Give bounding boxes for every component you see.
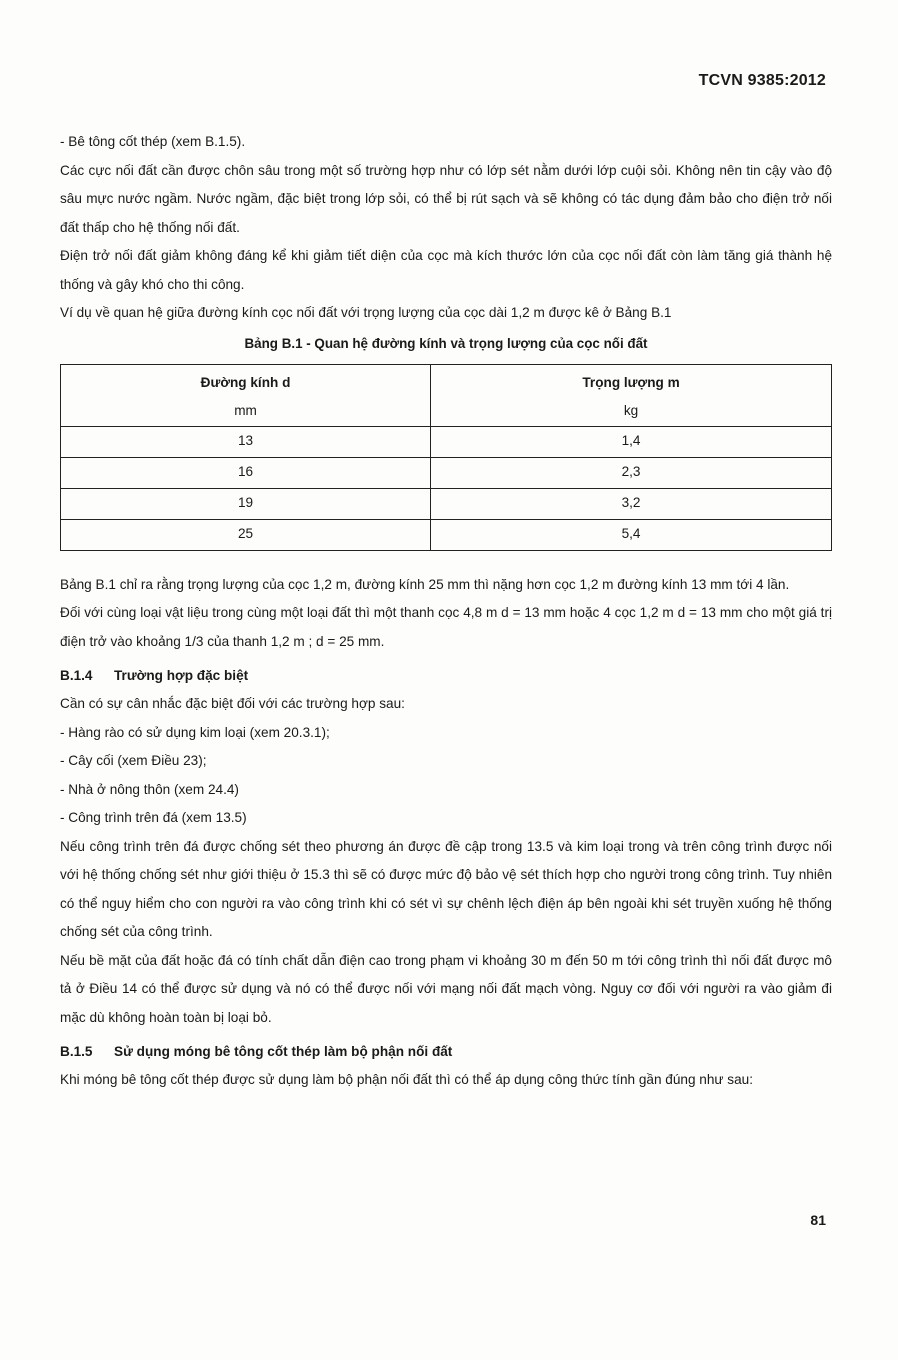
cell-diameter: 25 [61, 519, 431, 550]
header-weight: Trọng lượng m [431, 364, 832, 397]
table-row [61, 457, 832, 488]
unit-diameter: mm [61, 397, 431, 426]
table-row [61, 426, 832, 457]
page-number: 81 [810, 1212, 826, 1228]
list-item: - Công trình trên đá (xem 13.5) [60, 810, 247, 825]
list-item: - Nhà ở nông thôn (xem 24.4) [60, 781, 239, 797]
cell-weight: 3,2 [431, 488, 832, 519]
section-title: Sử dụng móng bê tông cốt thép làm bộ phận nối đất [114, 1044, 453, 1059]
paragraph-foundation: Khi móng bê tông cốt thép được sử dụng làm bộ phận nối đất thì có thể áp dụng công thức tính gần đúng như sau: [60, 1072, 754, 1087]
section-title: Trường hợp đặc biệt [114, 668, 249, 683]
page-content [60, 128, 832, 1095]
cell-diameter: 13 [61, 426, 431, 457]
paragraph-resistance: Điện trở nối đất giảm không đáng kể khi giảm tiết diện của cọc mà kích thước lớn của cọc nối đất còn làm tăng giá thành hệ thống và gây khó cho thi công. [60, 248, 832, 292]
cell-weight: 1,4 [431, 426, 832, 457]
table-row [61, 488, 832, 519]
list-item: - Cây cối (xem Điều 23); [60, 753, 207, 768]
paragraph-rock-structure: Nếu công trình trên đá được chống sét theo phương án được đề cập trong 13.5 và kim loại trong và trên công trình được nối với hệ thống chống sét như giới thiệu ở 15.3 thì sẽ có được mức độ bảo vệ sét thích hợp cho người trong công trình. Tuy nhiên có thể nguy hiểm cho con người ra vào công trình khi có sét vì sự chênh lệch điện áp bên ngoài khi sét truyền xuống hệ thống chống sét của công trình. [60, 838, 832, 939]
cell-diameter: 16 [61, 457, 431, 488]
document-code: TCVN 9385:2012 [698, 72, 826, 89]
paragraph-table-note: Bảng B.1 chỉ ra rằng trọng lượng của cọc 1,2 m, đường kính 25 mm thì nặng hơn cọc 1,2 m đường kính 13 mm tới 4 lần. [60, 576, 790, 592]
paragraph-conductive-surface: Nếu bề mặt của đất hoặc đá có tính chất dẫn điện cao trong phạm vi khoảng 30 m đến 50 m tới công trình thì nối đất được mô tả ở Điều 14 có thể được sử dụng và nó có thể được nối với mạng nối đất mạch vòng. Nguy cơ đối với người ra vào giảm đi mặc dù không hoàn toàn bị loại bỏ. [60, 952, 832, 1025]
unit-weight: kg [431, 397, 832, 426]
section-heading-b15 [60, 1038, 832, 1066]
paragraph-same-material: Đối với cùng loại vật liệu trong cùng một loại đất thì một thanh cọc 4,8 m d = 13 mm hoặc 4 cọc 1,2 m d = 13 mm cho một giá trị điện trở vào khoảng 1/3 của thanh 1,2 m ; d = 25 mm. [60, 605, 832, 649]
table-units-row [61, 397, 832, 426]
rod-weight-table [60, 364, 832, 551]
section-number: B.1.5 [60, 1044, 93, 1059]
section-intro: Cần có sự cân nhắc đặc biệt đối với các trường hợp sau: [60, 696, 405, 711]
section-number: B.1.4 [60, 668, 93, 683]
table-caption: Bảng B.1 - Quan hệ đường kính và trọng lượng của cọc nối đất [244, 335, 648, 351]
table-header-row [61, 364, 832, 397]
cell-weight: 5,4 [431, 519, 832, 550]
paragraph-deep-electrodes: Các cực nối đất cần được chôn sâu trong một số trường hợp như có lớp sét nằm dưới lớp cuội sỏi. Không nên tin cậy vào độ sâu mực nước ngầm. Nước ngầm, đặc biệt trong lớp sỏi, có thể bị rút sạch và sẽ không có tác dụng đảm bảo cho điện trở nối đất thấp cho hệ thống nối đất. [60, 162, 832, 235]
list-item: - Hàng rào có sử dụng kim loại (xem 20.3.1); [60, 724, 330, 740]
cell-diameter: 19 [61, 488, 431, 519]
cell-weight: 2,3 [431, 457, 832, 488]
table-row [61, 519, 832, 550]
paragraph-example: Ví dụ về quan hệ giữa đường kính cọc nối đất với trọng lượng của cọc dài 1,2 m được kê ở Bảng B.1 [60, 305, 672, 320]
section-heading-b14 [60, 662, 832, 690]
header-diameter: Đường kính d [61, 364, 431, 397]
paragraph-bullet-concrete: - Bê tông cốt thép (xem B.1.5). [60, 134, 246, 149]
